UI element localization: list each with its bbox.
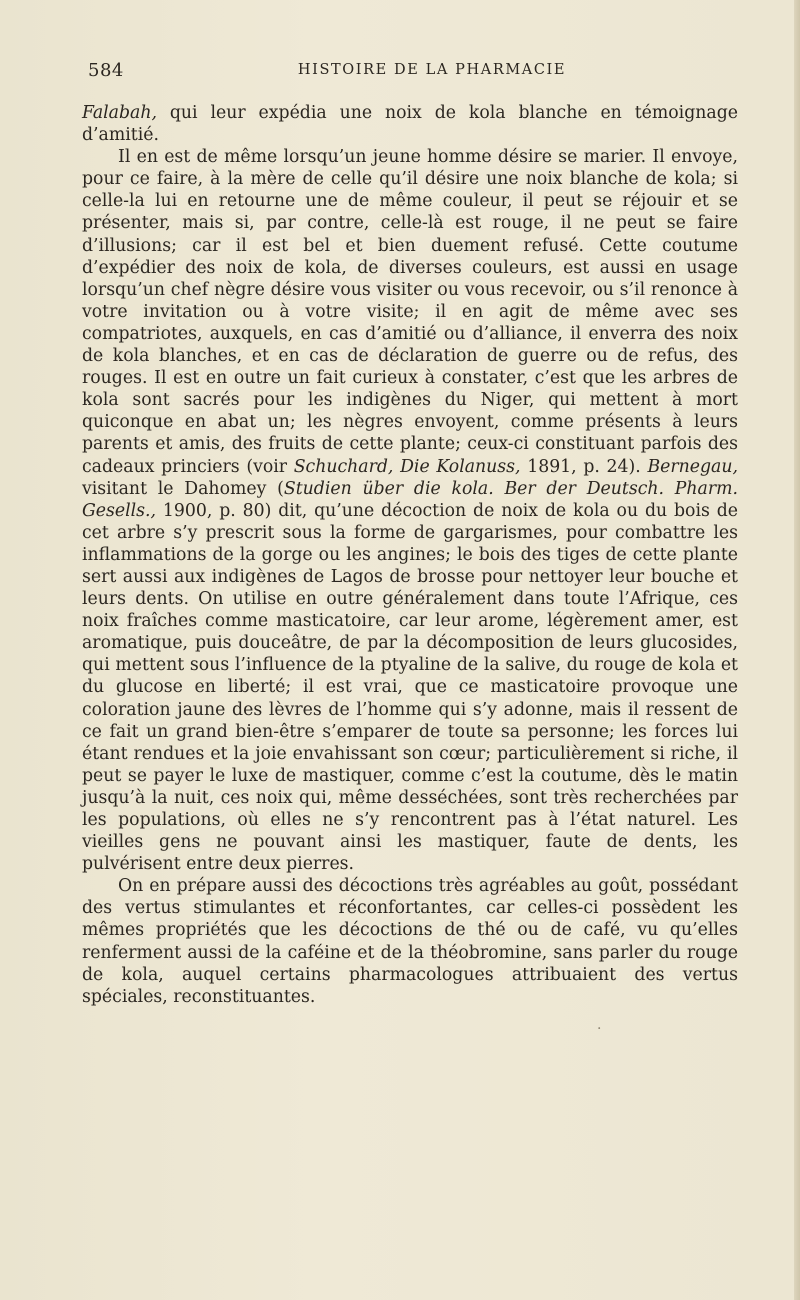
text-run: 1900, p. 80) dit, qu’une décoction de noix de kola ou du bois de cet arbre s’y prescrit sous la forme de gargarismes, pour combattre les inflammations de la gorge ou les angines; le bois des tiges de cette plante sert aussi aux indigènes de Lagos de brosse pour nettoyer leur bouche et leurs dents. On utilise en outre généralement dans toute l’Afrique, ces noix fraîches comme masticatoire, car leur arome, légèrement amer, est aromatique, puis douceâtre, de par la décomposition de leurs glucosides, qui mettent sous l’influence de la ptyaline de la salive, du rouge de kola et du glucose en liberté; il est vrai, que ce masticatoire provoque une coloration jaune des lèvres de l’homme qui s’y adonne, mais il ressent de ce fait un grand bien-être s’emparer de toute sa personne; les forces lui étant rendues et la joie envahissant son cœur; particulièrement si riche, il peut se payer le luxe de mastiquer, comme c’est la coutume, dès le matin jusqu’à la nuit, ces noix qui, même desséchées, sont très recherchées par les populations, où elles ne s’y rencontrent pas à l’état naturel. Les vieilles gens ne pouvant ainsi les mastiquer, faute de dents, les pulvérisent entre deux pierres. <box>82 500 738 875</box>
paragraph-kola-customs <box>82 146 738 875</box>
italic-citation: Schuchard, Die Kolanuss, <box>293 456 521 477</box>
page-edge <box>794 0 800 1300</box>
running-title: HISTOIRE DE LA PHARMACIE <box>297 62 567 78</box>
italic-citation: Falabah, <box>82 103 157 123</box>
text-run: visitant le Dahomey ( <box>82 478 284 499</box>
text-run: On en prépare aussi des décoctions très agréables au goût, possédant des vertus stimulantes et réconfortantes, car celles-ci possèdent les mêmes propriétés que les décoctions de thé ou de café, vu qu’elles renferment aussi de la caféine et de la théobromine, sans parler du rouge de kola, auquel certains pharmacologues attribuaient des vertus spéciales, reconstituantes. <box>82 876 738 1007</box>
paragraph-decoctions <box>82 875 738 1008</box>
italic-citation: Studien über die kola. Ber der Deutsch. Pharm. Gesells., <box>82 478 738 521</box>
page-number: 584 <box>88 60 124 81</box>
page-header <box>88 60 736 86</box>
italic-citation: Bernegau, <box>647 456 738 477</box>
body-text <box>82 102 738 1008</box>
ink-speck: · <box>597 1021 602 1037</box>
text-run: Il en est de même lorsqu’un jeune homme désire se marier. Il envoye, pour ce faire, à la mère de celle qu’il désire une noix blanche de kola; si celle-la lui en retourne une de même couleur, il peut se réjouir et se présenter, mais si, par contre, celle-là est rouge, il ne peut se faire d’illusions; car il est bel et bien duement refusé. Cette coutume d’expédier des noix de kola, de diverses couleurs, est aussi en usage lorsqu’un chef nègre désire vous visiter ou vous recevoir, ou s’il renonce à votre invitation ou à votre visite; il en agit de même avec ses compatriotes, auxquels, en cas d’amitié ou d’alliance, il enverra des noix de kola blanches, et en cas de déclaration de guerre ou de refus, des rouges. Il est en outre un fait curieux à constater, c’est que les arbres de kola sont sacrés pour les indigènes du Niger, qui mettent à mort quiconque en abat un; les nègres envoyent, comme présents à leurs parents et amis, des fruits de cette plante; ceux-ci constituant parfois des cadeaux princiers (voir <box>82 147 738 477</box>
paragraph-continued <box>82 102 738 146</box>
text-run: 1891, p. 24). <box>520 456 648 477</box>
text-run: qui leur expédia une noix de kola blanche en témoignage d’amitié. <box>82 103 738 146</box>
